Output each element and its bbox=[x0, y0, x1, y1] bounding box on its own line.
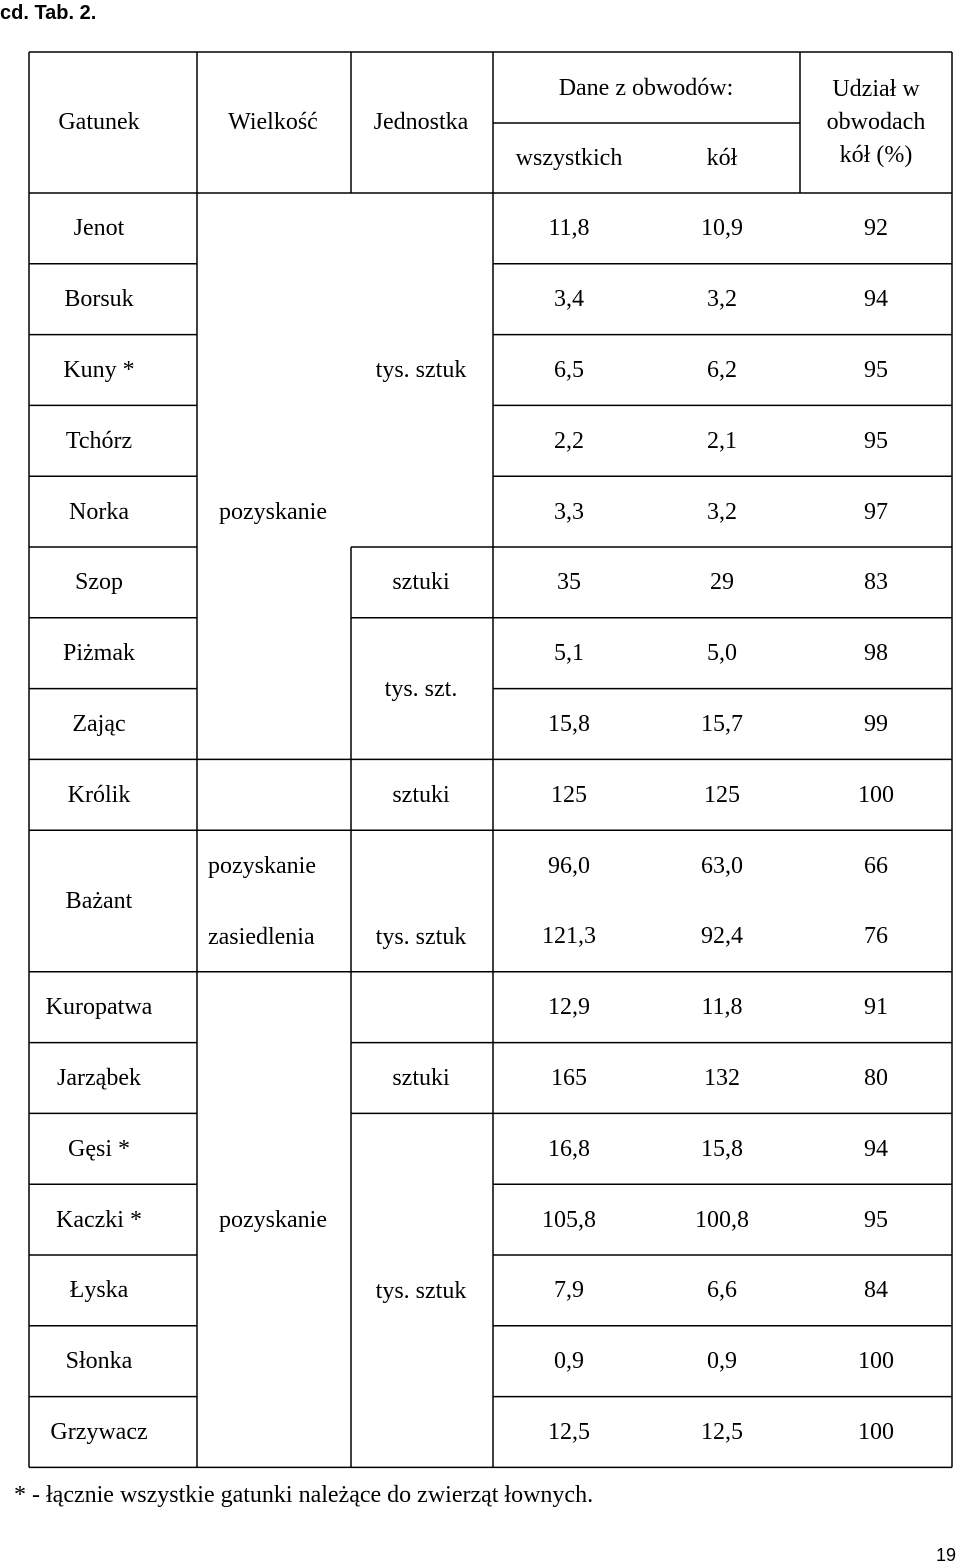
cell-udzial: 94 bbox=[864, 1135, 888, 1162]
cell-udzial: 95 bbox=[864, 357, 888, 383]
cell-gatunek: Kaczki * bbox=[56, 1206, 142, 1233]
cell-kol: 12,5 bbox=[701, 1419, 743, 1445]
cell-gatunek: Borsuk bbox=[64, 286, 134, 313]
jednostka-group-5: tys. sztuk bbox=[375, 924, 467, 950]
jednostka-group-7: tys. sztuk bbox=[375, 1278, 467, 1304]
wielkosc-group-pozyskanie-3: pozyskanie bbox=[219, 1207, 327, 1233]
cell-udzial: 76 bbox=[864, 923, 888, 950]
cell-kol: 3,2 bbox=[707, 498, 737, 525]
cell-kol: 92,4 bbox=[701, 923, 743, 950]
cell-wszystkich: 0,9 bbox=[554, 1348, 584, 1375]
wielkosc-group-zasiedlenia: zasiedlenia bbox=[208, 924, 315, 950]
cell-wszystkich: 12,9 bbox=[548, 994, 590, 1021]
cell-wszystkich: 3,3 bbox=[554, 498, 584, 525]
cell-udzial: 97 bbox=[864, 498, 888, 525]
cell-udzial: 100 bbox=[858, 781, 894, 808]
cell-gatunek: Szop bbox=[75, 569, 123, 596]
wielkosc-group-pozyskanie-1: pozyskanie bbox=[219, 499, 327, 525]
cell-gatunek: Jenot bbox=[73, 215, 125, 242]
cell-kol: 11,8 bbox=[701, 994, 743, 1021]
cell-gatunek: Tchórz bbox=[65, 427, 133, 454]
cell-wszystkich: 6,5 bbox=[554, 357, 584, 383]
header-wszystkich: wszystkich bbox=[515, 145, 623, 171]
cell-wszystkich: 15,8 bbox=[548, 711, 590, 737]
cell-udzial: 99 bbox=[864, 711, 888, 737]
cell-wszystkich: 5,1 bbox=[554, 640, 584, 667]
jednostka-group-4: sztuki bbox=[392, 782, 450, 808]
header-udzial-line2: obwodach bbox=[826, 109, 926, 135]
wielkosc-group-pozyskanie-2: pozyskanie bbox=[208, 853, 316, 879]
cell-udzial: 83 bbox=[864, 569, 888, 596]
cell-kol: 15,7 bbox=[701, 711, 743, 737]
cell-wszystkich: 96,0 bbox=[548, 852, 590, 879]
cell-wszystkich: 12,5 bbox=[548, 1419, 590, 1445]
cell-kol: 132 bbox=[704, 1065, 740, 1091]
cell-wszystkich: 3,4 bbox=[554, 286, 584, 313]
cell-wszystkich: 11,8 bbox=[548, 215, 590, 242]
cell-wszystkich: 35 bbox=[557, 569, 581, 596]
cell-gatunek: Słonka bbox=[65, 1348, 133, 1375]
cell-udzial: 98 bbox=[864, 640, 888, 667]
jednostka-group-2: sztuki bbox=[392, 569, 450, 595]
cell-wszystkich: 125 bbox=[551, 781, 587, 808]
cell-gatunek: Zając bbox=[72, 711, 126, 737]
cell-gatunek: Jarząbek bbox=[57, 1065, 141, 1091]
cell-kol: 5,0 bbox=[707, 640, 737, 667]
jednostka-group-6: sztuki bbox=[392, 1065, 450, 1091]
table-caption: cd. Tab. 2. bbox=[0, 2, 97, 24]
cell-wszystkich: 2,2 bbox=[554, 427, 584, 454]
cell-kol: 2,1 bbox=[707, 427, 737, 454]
cell-gatunek: Bażant bbox=[65, 888, 133, 914]
cell-udzial: 84 bbox=[864, 1277, 888, 1304]
header-gatunek: Gatunek bbox=[58, 109, 140, 135]
cell-udzial: 91 bbox=[864, 994, 888, 1021]
cell-wszystkich: 165 bbox=[551, 1065, 587, 1091]
cell-kol: 15,8 bbox=[701, 1135, 743, 1162]
cell-udzial: 92 bbox=[864, 215, 888, 242]
cell-kol: 125 bbox=[704, 781, 740, 808]
cell-wszystkich: 105,8 bbox=[542, 1206, 596, 1233]
cell-wszystkich: 121,3 bbox=[542, 923, 596, 950]
cell-kol: 63,0 bbox=[701, 852, 743, 879]
cell-wszystkich: 7,9 bbox=[554, 1277, 584, 1304]
header-jednostka: Jednostka bbox=[373, 109, 469, 135]
cell-gatunek: Królik bbox=[67, 781, 131, 808]
cell-udzial: 95 bbox=[864, 427, 888, 454]
jednostka-group-1: tys. sztuk bbox=[375, 357, 467, 383]
cell-udzial: 80 bbox=[864, 1065, 888, 1091]
cell-gatunek: Kuny * bbox=[63, 357, 135, 383]
cell-kol: 29 bbox=[710, 569, 734, 596]
footnote: * - łącznie wszystkie gatunki należące do zwierząt łownych. bbox=[14, 1482, 594, 1508]
header-wielkosc: Wielkość bbox=[228, 109, 318, 135]
cell-gatunek: Grzywacz bbox=[50, 1419, 148, 1445]
cell-gatunek: Piżmak bbox=[63, 640, 135, 667]
cell-kol: 6,6 bbox=[707, 1277, 737, 1304]
header-udzial-line1: Udział w bbox=[832, 76, 920, 102]
header-udzial-line3: kół (%) bbox=[839, 142, 913, 168]
cell-udzial: 95 bbox=[864, 1206, 888, 1233]
cell-kol: 3,2 bbox=[707, 286, 737, 313]
cell-udzial: 66 bbox=[864, 852, 888, 879]
cell-kol: 0,9 bbox=[707, 1348, 737, 1375]
jednostka-group-3: tys. szt. bbox=[384, 676, 458, 702]
header-dane: Dane z obwodów: bbox=[558, 75, 734, 101]
cell-gatunek: Kuropatwa bbox=[45, 994, 153, 1021]
cell-gatunek: Norka bbox=[69, 498, 129, 525]
cell-udzial: 94 bbox=[864, 286, 888, 313]
cell-gatunek: Łyska bbox=[69, 1277, 129, 1304]
cell-wszystkich: 16,8 bbox=[548, 1135, 590, 1162]
page-number: 19 bbox=[935, 1545, 956, 1565]
cell-gatunek: Gęsi * bbox=[68, 1135, 130, 1162]
cell-kol: 6,2 bbox=[707, 357, 737, 383]
cell-udzial: 100 bbox=[858, 1348, 894, 1375]
header-kol: kół bbox=[706, 145, 738, 171]
cell-kol: 100,8 bbox=[695, 1206, 749, 1233]
cell-kol: 10,9 bbox=[701, 215, 743, 242]
cell-udzial: 100 bbox=[858, 1419, 894, 1445]
